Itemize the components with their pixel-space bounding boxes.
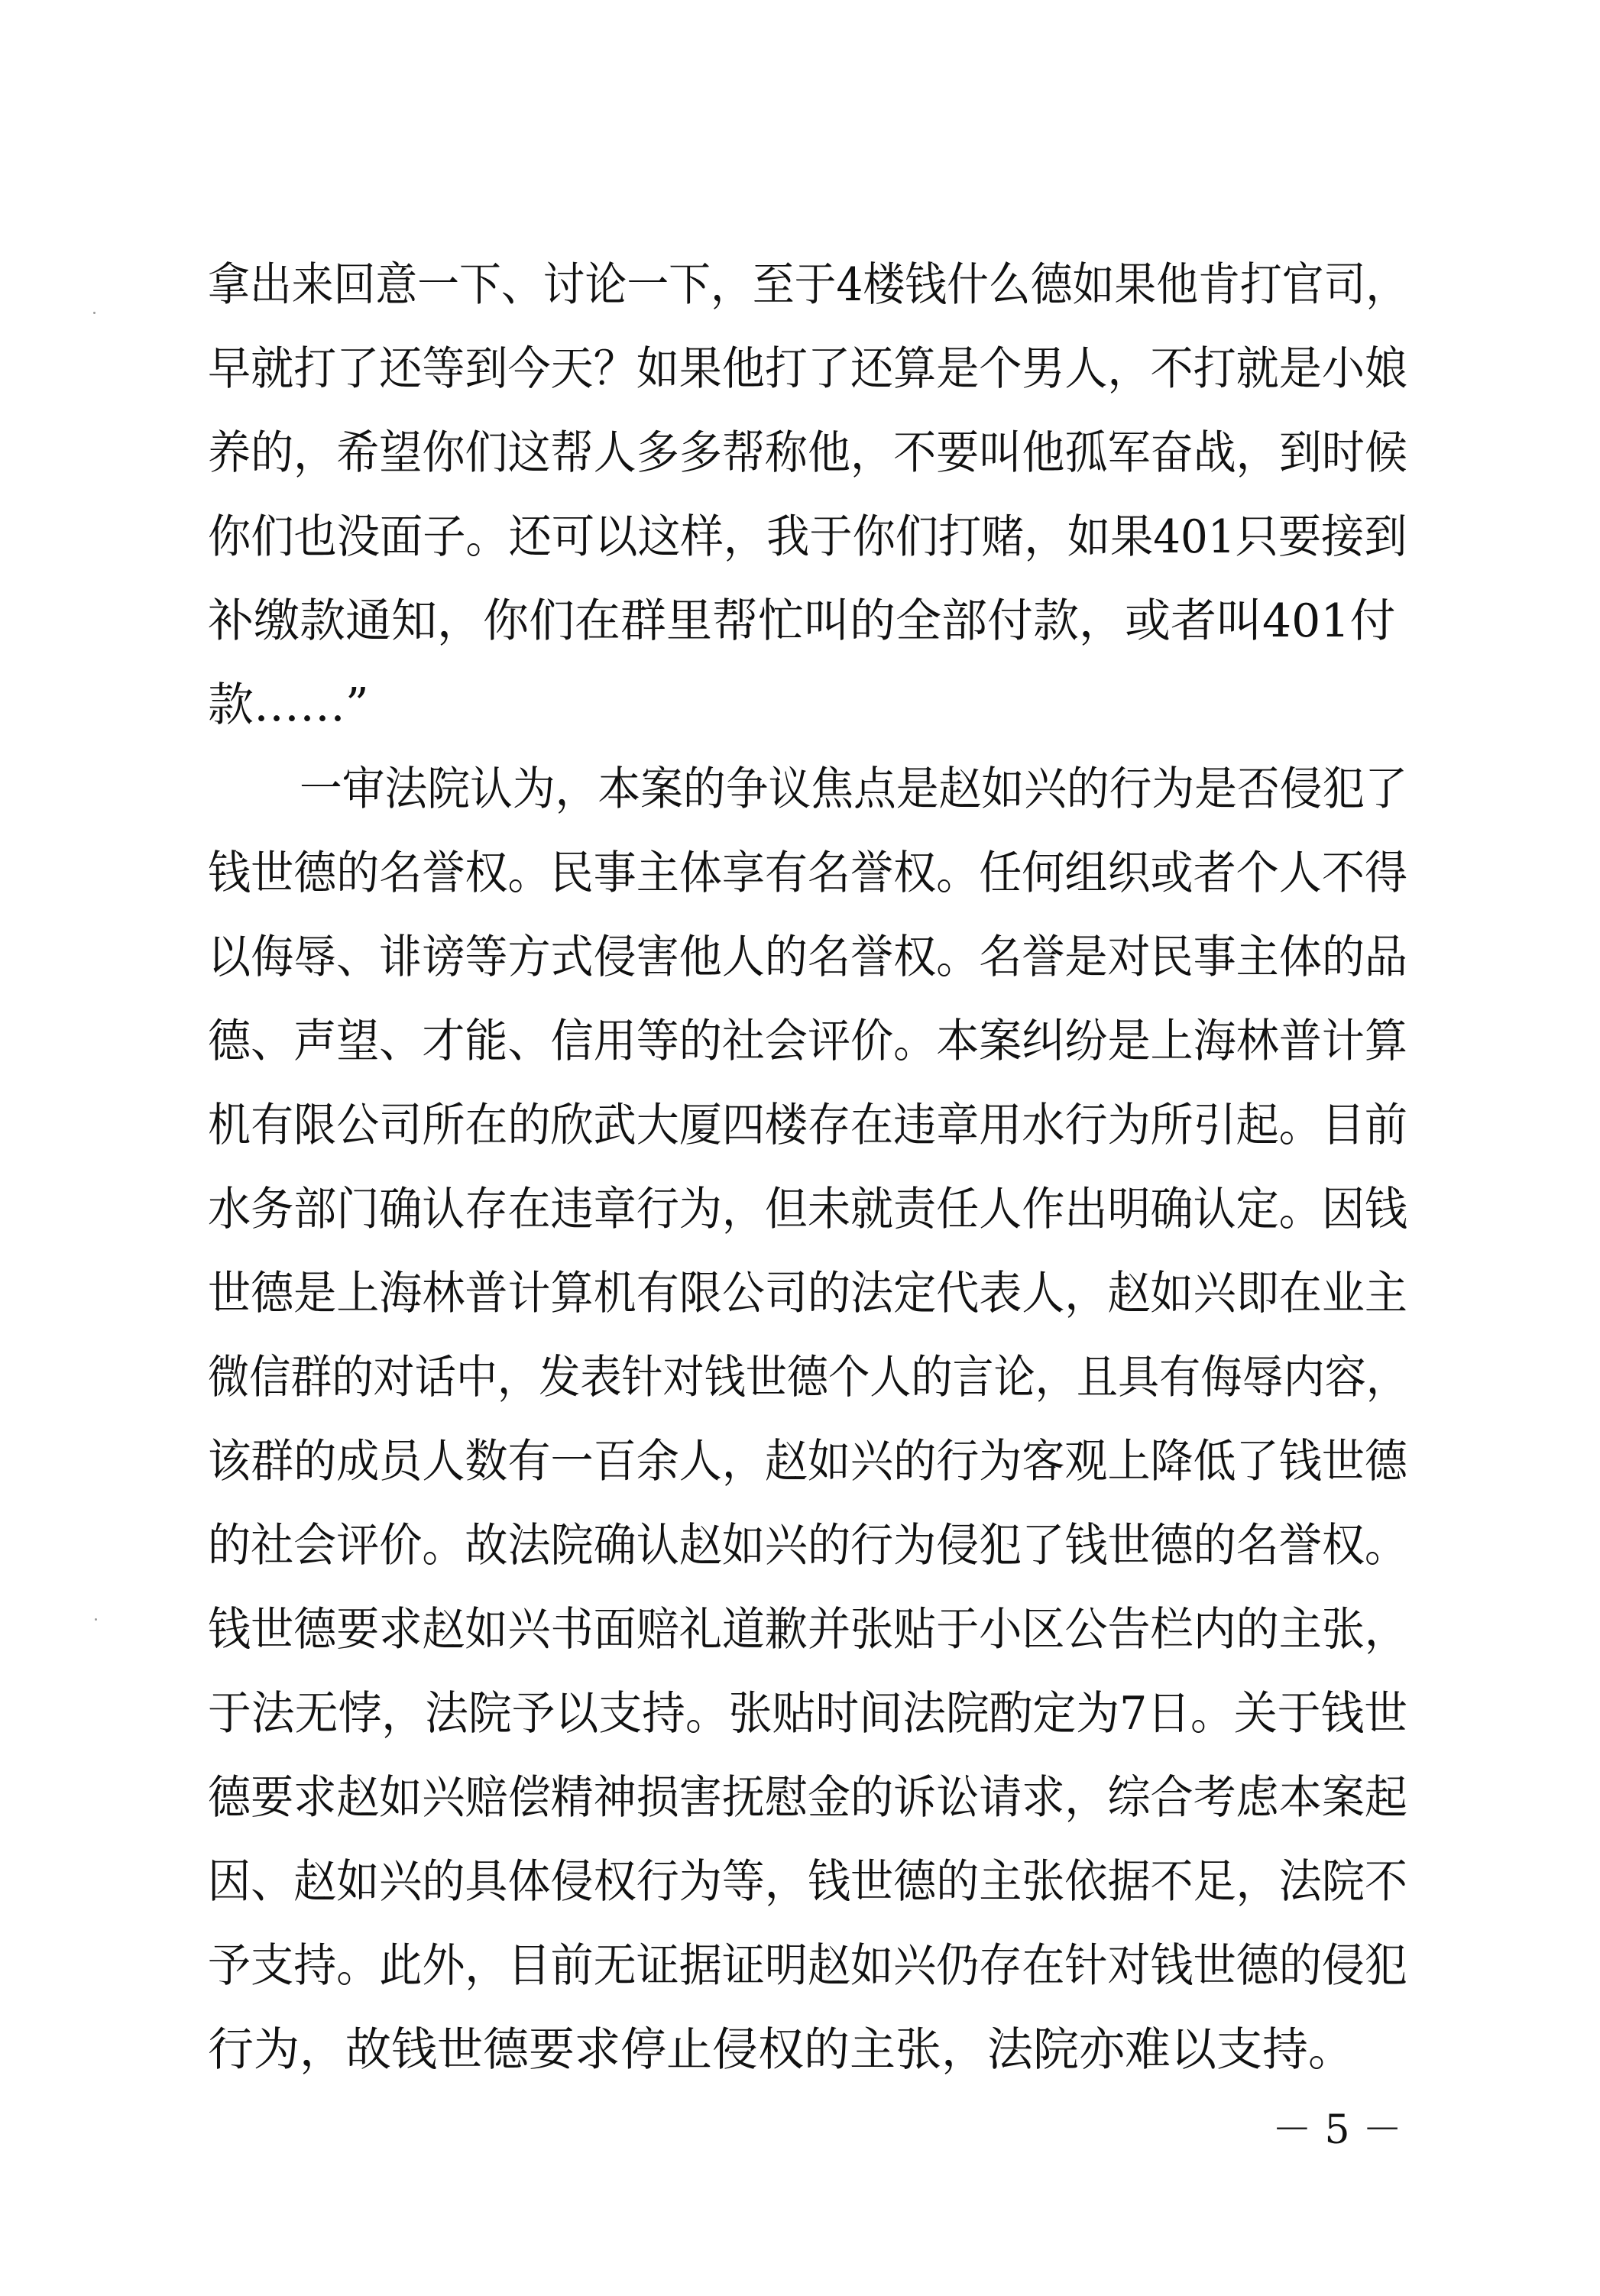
text-line: 世德是上海林普计算机有限公司的法定代表人，赵如兴即在业主 <box>208 1267 1407 1320</box>
text-line: 钱世德要求赵如兴书面赔礼道歉并张贴于小区公告栏内的主张， <box>208 1603 1407 1656</box>
text-line: 该群的成员人数有一百余人，赵如兴的行为客观上降低了钱世德 <box>208 1435 1407 1488</box>
text-line: 以侮辱、诽谤等方式侵害他人的名誉权。名誉是对民事主体的品 <box>208 931 1407 984</box>
text-line: 水务部门确认存在违章行为，但未就责任人作出明确认定。因钱 <box>208 1183 1407 1236</box>
text-line: 款……” <box>208 678 369 732</box>
scan-speck <box>95 1618 97 1621</box>
text-line: 早就打了还等到今天？如果他打了还算是个男人，不打就是小娘 <box>208 342 1407 396</box>
text-line: 拿出来回意一下、讨论一下，至于4楼钱什么德如果他肯打官司， <box>208 258 1408 312</box>
text-line: 因、赵如兴的具体侵权行为等，钱世德的主张依据不足，法院不 <box>208 1855 1407 1909</box>
text-line: 钱世德的名誉权。民事主体享有名誉权。任何组织或者个人不得 <box>208 847 1407 900</box>
text-line: 予支持。此外，目前无证据证明赵如兴仍存在针对钱世德的侵犯 <box>208 1939 1407 1993</box>
scan-speck <box>93 312 96 314</box>
text-line: 于法无悖，法院予以支持。张贴时间法院酌定为7日。关于钱世 <box>208 1687 1408 1741</box>
text-line: 德、声望、才能、信用等的社会评价。本案纠纷是上海林普计算 <box>208 1015 1407 1068</box>
text-line: 的社会评价。故法院确认赵如兴的行为侵犯了钱世德的名誉权。 <box>208 1519 1407 1572</box>
text-line: 机有限公司所在的欣武大厦四楼存在违章用水行为所引起。目前 <box>208 1099 1407 1152</box>
text-line: 德要求赵如兴赔偿精神损害抚慰金的诉讼请求，综合考虑本案起 <box>208 1771 1407 1825</box>
text-line: 行为，故钱世德要求停止侵权的主张，法院亦难以支持。 <box>208 2023 1354 2077</box>
text-line: 养的，希望你们这帮人多多帮称他，不要叫他孤军奋战，到时候 <box>208 426 1407 480</box>
page-number: － 5 － <box>1271 2107 1403 2153</box>
paragraph-first-line: 一审法院认为，本案的争议焦点是赵如兴的行为是否侵犯了 <box>300 763 1408 816</box>
text-line: 微信群的对话中，发表针对钱世德个人的言论，且具有侮辱内容， <box>208 1351 1408 1404</box>
text-line: 你们也没面子。还可以这样，我于你们打赌，如果401只要接到 <box>208 510 1407 564</box>
text-line: 补缴款通知，你们在群里帮忙叫的全部付款，或者叫401付 <box>208 594 1396 648</box>
